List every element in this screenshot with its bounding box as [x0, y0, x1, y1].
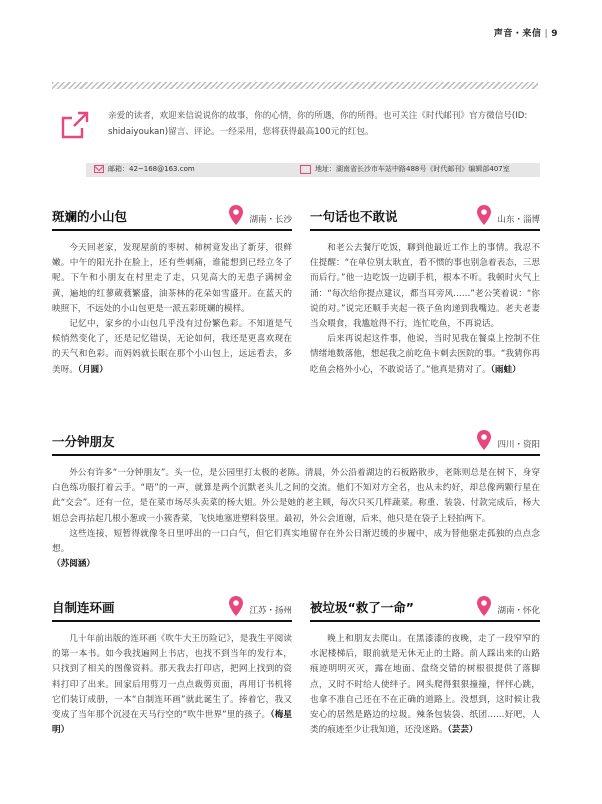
article-body	[310, 632, 540, 738]
email-info	[94, 164, 195, 174]
section-name: 声音・来信	[493, 29, 542, 39]
article-location	[229, 596, 292, 616]
address-text: 地址：湖南省长沙市车站中路488号《时代邮刊》编辑部407室	[315, 165, 510, 173]
article-title: 被垃圾“救了一命”	[310, 600, 414, 615]
article-location	[229, 205, 292, 225]
location-pin-icon	[229, 596, 243, 616]
page-number: 9	[551, 29, 558, 39]
article-location	[477, 205, 540, 225]
article-body	[310, 241, 540, 378]
intro-text: 亲爱的读者，欢迎来信说说你的故事，你的心情，你的所遇，你的所得。也可关注《时代邮刊》官方微信号(ID: shidaiyoukan)留言、评论。一经采用，您将获得最高100元的红包。	[108, 111, 528, 137]
mail-icon	[94, 165, 104, 173]
article-title: 一句话也不敢说	[310, 209, 398, 224]
paragraph: 外公有许多“一分钟朋友”。头一位，是公园里打太极的老陈。清晨，外公沿着湖边的石板路散步，老陈则总是在树下，身穿白色练功服打着云手。“晤”的一声，就算是两个沉默老头儿之间的交流。他们不知对方全名，也从未约好，却总像两颗行星在此“交会”。还有一位，是在菜市场尽头卖菜的杨大姐。外公是她的老主顾，每次只买几样蔬菜。称重、装袋、付款完成后，杨大姐总会再拈起几根小葱或一小簇香菜，飞快地塞进塑料袋里。最初，外公会道谢，后来，他只是在袋子上轻拍两下。	[52, 468, 540, 524]
signature: （梅星明）	[52, 710, 293, 736]
paragraph: 今天回老家，发现屋前的枣树、柿树竟发出了新芽，很鲜嫩。中午的阳光扑在脸上，还有些刺痛，谁能想到已经立冬了呢。下午和小朋友在村里走了走，只见高大的无患子满树金黄，遍地的红蓼葳蕤繁盛，油茶林的花朵如雪盛开。在蓝天的映照下，不远处的小山包更是一派五彩斑斓的模样。	[52, 243, 292, 314]
title-rule	[310, 620, 540, 622]
location-text: 江苏・扬州	[249, 606, 292, 616]
location-text: 山东・淄博	[497, 215, 540, 225]
title-rule	[52, 229, 292, 231]
title-rule	[310, 229, 540, 231]
location-text: 湖南・长沙	[249, 215, 292, 225]
article-homemade-comic	[52, 596, 292, 738]
article-location	[477, 430, 540, 450]
email-text: 邮箱：42~168@163.com	[108, 165, 195, 173]
signature: （月圆）	[77, 364, 108, 375]
article-title: 自制连环画	[52, 600, 115, 615]
location-pin-icon	[229, 205, 243, 225]
article-body	[52, 632, 292, 738]
location-pin-icon	[477, 596, 491, 616]
paragraph: 和老公去餐厅吃饭，聊到他最近工作上的事情。我忍不住提醒：“在单位别太耿直，看不惯的事也别急着表态，三思而后行。”他一边吃饭一边刷手机，根本不听。我顿时火气上涌：“每次给你提点建议，都当耳旁风……”老公笑着说：“你说的对。”说完还顺手夹起一筷子鱼肉递到我嘴边。老夫老妻当众喂食，我尴尬得不行，连忙吃鱼，不再说话。	[310, 243, 540, 330]
signature: （苏阅涵）	[52, 559, 95, 570]
article-one-minute-friends	[52, 430, 540, 572]
article-location	[477, 596, 540, 616]
external-link-icon	[60, 110, 90, 140]
hatch-divider	[52, 82, 538, 89]
signature: （芸芸）	[447, 725, 478, 736]
article-colorful-hill	[52, 205, 292, 378]
article-saved-by-garbage	[310, 596, 540, 738]
title-rule	[52, 620, 292, 622]
title-rule	[52, 454, 540, 456]
paragraph: 记忆中，家乡的小山包几乎没有过份繁色彩。不知道是气候悄然变化了，还是记忆错误，无论如何，我还是更喜欢现在的天气和色彩。而妈妈就长眠在那个小山包上，远远看去，多美呀。（月圆）	[52, 319, 292, 375]
location-text: 四川・资阳	[497, 440, 540, 450]
paragraph: 晚上和朋友去爬山。在黑漆漆的夜晚，走了一段窄窄的水泥楼梯后，眼前就是无休无止的土路。前人踩出来的山路痕迹明明灭灭，露在地面、盘绕交错的树根很提供了落脚点，又时不时给人使绊子。网头爬得狠狠撞撞，怦怦心跳，也拿不准自己还在不在正确的道路上。没想到，这时候让我安心的居然是路边的垃圾。辣条包装袋、纸团……好吧，人类的痕迹至少让我知道，还没迷路。（芸芸）	[310, 634, 540, 736]
page-header: 声音・来信 | 9	[493, 29, 558, 39]
contact-bar	[86, 163, 540, 177]
paragraph: 几十年前出版的连环画《吹牛大王历险记》，是我生平阅读的第一本书。如今我找遍网上书店，也找不到当年的发行本，只找到了相关的图像资料。那天我去打印店，把网上找到的资料打印了出来。回家后用剪刀一点点裁剪页面，再用订书机将它们装订成册，一本“自制连环画”就此诞生了。捧着它，我又变成了当年那个沉浸在天马行空的“吹牛世界”里的孩子。（梅星明）	[52, 634, 293, 736]
article-dare-not-speak	[310, 205, 540, 378]
paragraph: 这些连接，短暂得就像冬日里呼出的一口白气，但它们真实地留存在外公日渐迟缓的步履中，成为替他驱走孤独的点点念想。	[52, 528, 540, 555]
signature: （雨蛙）	[490, 364, 521, 375]
article-body	[52, 466, 540, 572]
location-pin-icon	[477, 430, 491, 450]
paragraph: 后来再说起这件事，他说，当时见我在餐桌上控制不住情绪地数落他，想起我之前吃鱼卡刺去医院的事。“我猜你再吃鱼会格外小心，不敢说话了。”他真是猜对了。（雨蛙）	[310, 334, 540, 375]
map-icon	[300, 165, 311, 174]
location-pin-icon	[477, 205, 491, 225]
location-text: 湖南・怀化	[497, 606, 540, 616]
article-body	[52, 241, 292, 378]
address-info	[300, 164, 510, 174]
article-title: 斑斓的小山包	[52, 209, 128, 224]
article-title: 一分钟朋友	[52, 434, 115, 449]
intro-section	[60, 108, 530, 148]
